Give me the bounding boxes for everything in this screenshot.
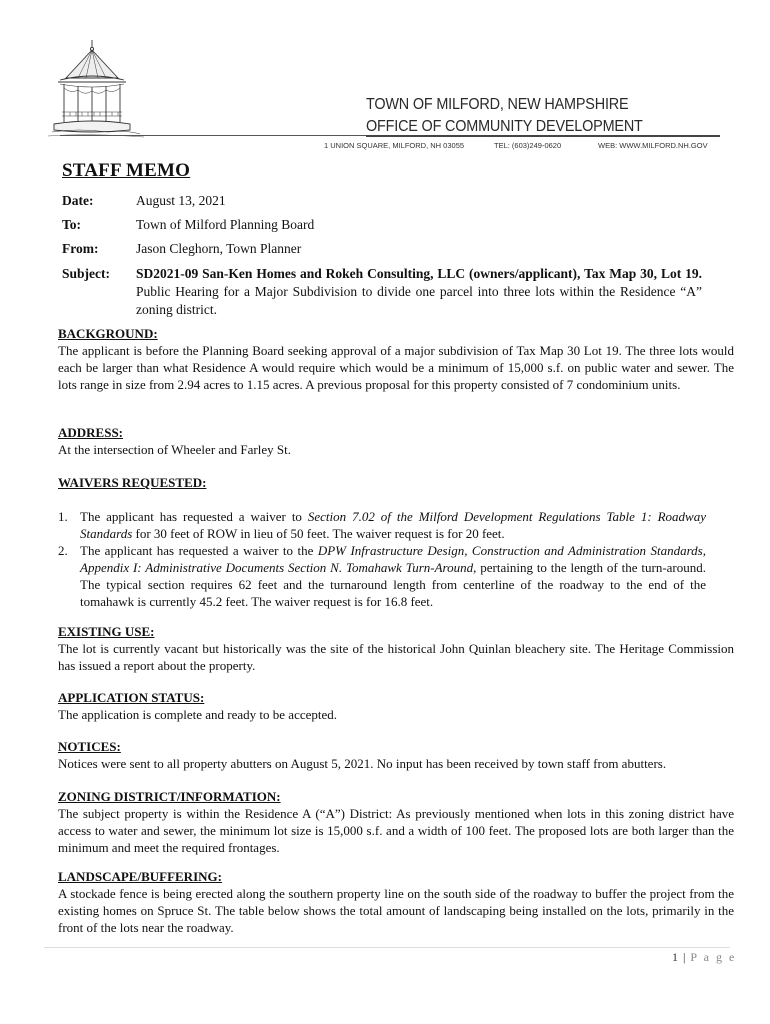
waiver-text: The applicant has requested a waiver to <box>80 509 308 524</box>
waiver-number: 2. <box>58 543 68 558</box>
subject-value <box>136 265 702 319</box>
waiver-item <box>58 542 706 610</box>
zoning-text: The subject property is within the Residence A (“A”) District: As previously mentioned when lots in this zoning district have access to water and sewer, the minimum lot size is 15,000 s.f. and a width of 100 feet. The proposed lots are both larger than the minimum and meet the required frontages. <box>58 806 734 855</box>
application-status-text: The application is complete and ready to be accepted. <box>58 707 338 722</box>
subject-label: Subject: <box>62 266 110 281</box>
office-address: 1 UNION SQUARE, MILFORD, NH 03055 <box>324 141 465 150</box>
to-value: Town of Milford Planning Board <box>136 217 315 232</box>
memo-title: STAFF MEMO <box>62 160 191 181</box>
waiver-item <box>58 508 706 542</box>
footer-rule <box>44 947 730 948</box>
background-text: The applicant is before the Planning Board seeking approval of a major subdivision of Tax Map 30 Lot 19. The three lots would each be larger than what Residence A would require which would be a minimum of 15,000 s.f. on public water and sewer. The lots range in size from 2.94 acres to 1.15 acres. A previous proposal for this property consisted of 7 condominium units. <box>58 343 734 392</box>
waiver-text: for 30 feet of ROW in lieu of 50 feet. The waiver request is for 20 feet. <box>132 526 505 541</box>
landscape-text: A stockade fence is being erected along the southern property line on the south side of the roadway to buffer the project from the existing homes on Spruce St. The table below shows the total amount of landscaping being installed on the lots, primarily in the front of the lots near the roadway. <box>58 886 734 935</box>
notices-heading: NOTICES: <box>58 739 121 754</box>
landscape-section <box>58 868 734 936</box>
existing-use-text: The lot is currently vacant but historically was the site of the historical John Quinlan bleachery site. The Heritage Commission has issued a report about the property. <box>58 641 734 673</box>
waivers-heading: WAIVERS REQUESTED: <box>58 475 207 490</box>
office-name: OFFICE OF COMMUNITY DEVELOPMENT <box>366 118 643 135</box>
from-label: From: <box>62 241 99 256</box>
org-name: TOWN OF MILFORD, NEW HAMPSHIRE <box>366 96 629 113</box>
subject-description: Public Hearing for a Major Subdivision to divide one parcel into three lots within the Residence “A” zoning district. <box>136 284 702 317</box>
notices-section <box>58 738 734 772</box>
existing-use-section <box>58 623 734 674</box>
waivers-list <box>58 508 706 610</box>
page-separator: | <box>679 950 691 964</box>
background-section <box>58 325 734 393</box>
application-status-heading: APPLICATION STATUS: <box>58 690 205 705</box>
zoning-section <box>58 788 734 856</box>
office-website: WEB: WWW.MILFORD.NH.GOV <box>598 141 708 150</box>
to-label: To: <box>62 217 82 232</box>
gazebo-logo <box>48 38 144 138</box>
existing-use-heading: EXISTING USE: <box>58 624 155 639</box>
page-word: P a g e <box>690 950 737 964</box>
date-value: August 13, 2021 <box>136 193 226 208</box>
address-text: At the intersection of Wheeler and Farley St. <box>58 442 291 457</box>
waiver-text: The applicant has requested a waiver to the <box>80 543 318 558</box>
address-heading: ADDRESS: <box>58 425 124 440</box>
waiver-text: , pertaining to the length of the turn-around. The typical section requires 62 feet and the turnaround length from centerline of the roadway to the end of the tomahawk is currently 45.2 feet. The waiver request is for 16.8 feet. <box>80 560 706 609</box>
waiver-number: 1. <box>58 509 68 524</box>
from-value: Jason Cleghorn, Town Planner <box>136 241 302 256</box>
page-number <box>672 950 736 965</box>
waiver-reference: DPW Infrastructure Design, Construction and Administration Standards, Appendix I: Administrative Documents Section N. Tomahawk Turn-Around <box>80 543 706 575</box>
waiver-reference: Section 7.02 of the Milford Development Regulations Table 1: Roadway Standards <box>80 509 706 541</box>
office-phone: TEL: (603)249-0620 <box>494 141 562 150</box>
date-label: Date: <box>62 193 94 208</box>
background-heading: BACKGROUND: <box>58 326 158 341</box>
subject-case: SD2021-09 San-Ken Homes and Rokeh Consulting, LLC (owners/applicant), Tax Map 30, Lot 19. <box>136 266 702 281</box>
waivers-section <box>58 474 734 491</box>
application-status-section <box>58 689 734 723</box>
page-number-value: 1 <box>672 950 679 964</box>
landscape-heading: LANDSCAPE/BUFFERING: <box>58 869 222 884</box>
address-section <box>58 424 734 458</box>
notices-text: Notices were sent to all property abutters on August 5, 2021. No input has been received by town staff from abutters. <box>58 756 667 771</box>
header-rule-thick <box>366 135 720 137</box>
zoning-heading: ZONING DISTRICT/INFORMATION: <box>58 789 281 804</box>
